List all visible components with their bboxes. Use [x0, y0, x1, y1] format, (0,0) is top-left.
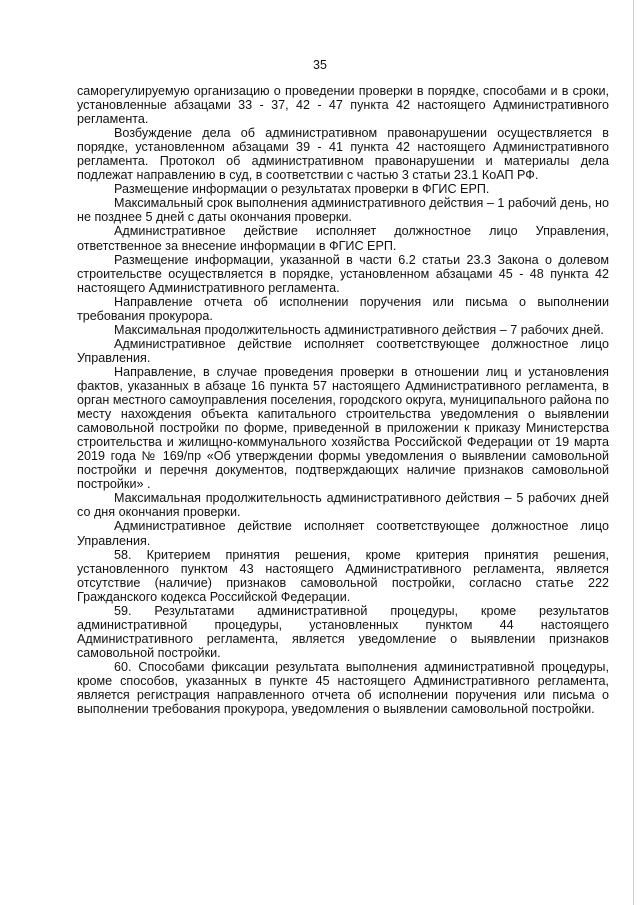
page-number: 35	[313, 58, 327, 72]
paragraph: Максимальная продолжительность административного действия – 7 рабочих дней.	[114, 322, 604, 337]
paragraph: Направление отчета об исполнении поручения или письма о выполнении требования прокурора.	[77, 294, 609, 323]
document-body	[77, 84, 609, 716]
paragraph: Возбуждение дела об административном правонарушении осуществляется в порядке, установленном абзацами 39 - 41 пункта 42 настоящего Административного регламента. Протокол об административном правонарушении и материалы дела подлежат направлению в суд, в соответствии с частью 3 статьи 23.1 КоАП РФ.	[77, 126, 609, 183]
paragraph: Направление, в случае проведения проверки в отношении лиц и установления фактов, указанных в абзаце 16 пункта 57 настоящего Административного регламента, в орган местного самоуправления поселения, городского округа, муниципального района по месту нахождения объекта капитального строительства уведомления о выявлении самовольной постройки по форме, приведенной в приложении к приказу Министерства строительства и жилищно-коммунального хозяйства Российской Федерации от 19 марта 2019 года № 169/пр «Об утверждении формы уведомления о выявлении самовольной постройки и перечня документов, подтверждающих наличие признаков самовольной постройки» .	[77, 364, 609, 492]
paragraph: Максимальный срок выполнения административного действия – 1 рабочий день, но не позднее 5 дней с даты окончания проверки.	[77, 196, 609, 225]
paragraph: Административное действие исполняет должностное лицо Управления, ответственное за внесение информации в ФГИС ЕРП.	[77, 224, 609, 253]
paragraph: Размещение информации, указанной в части 6.2 статьи 23.3 Закона о долевом строительстве осуществляется в порядке, установленном абзацами 45 - 48 пункта 42 настоящего Административного регламента.	[77, 252, 609, 295]
paragraph: 59. Результатами административной процедуры, кроме результатов административной процедуры, установленных пунктом 44 настоящего Административного регламента, является уведомление о выявлении признаков самовольной постройки.	[77, 603, 609, 660]
paragraph: Административное действие исполняет соответствующее должностное лицо Управления.	[77, 519, 609, 548]
paragraph: саморегулируемую организацию о проведении проверки в порядке, способами и в сроки, установленные абзацами 33 - 37, 42 - 47 пункта 42 настоящего Административного регламента.	[77, 84, 609, 127]
paragraph: 60. Способами фиксации результата выполнения административной процедуры, кроме способов, указанных в пункте 45 настоящего Административного регламента, является регистрация направленного отчета об исполнении поручения или письма о выполнении требования прокурора, уведомления о выявлении самовольной постройки.	[77, 659, 609, 717]
paragraph: Размещение информации о результатах проверки в ФГИС ЕРП.	[114, 182, 490, 197]
paragraph: Административное действие исполняет соответствующее должностное лицо Управления.	[77, 336, 609, 365]
paragraph: 58. Критерием принятия решения, кроме критерия принятия решения, установленного пунктом 43 настоящего Административного регламента, является отсутствие (наличие) признаков самовольной постройки, согласно статье 222 Гражданского кодекса Российской Федерации.	[77, 547, 609, 604]
paragraph: Максимальная продолжительность административного действия – 5 рабочих дней со дня окончания проверки.	[77, 491, 609, 520]
scan-edge-line	[633, 0, 634, 905]
